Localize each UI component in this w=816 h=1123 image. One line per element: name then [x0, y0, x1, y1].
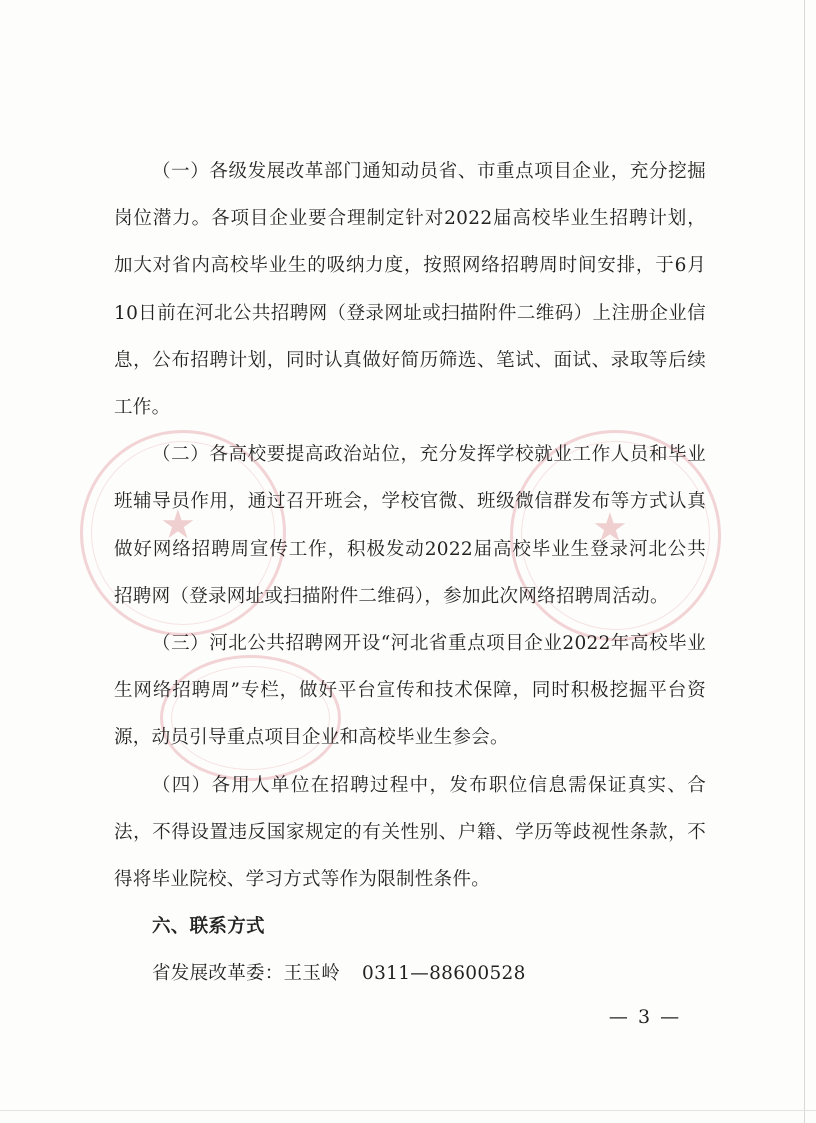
paragraph: （二）各高校要提高政治站位，充分发挥学校就业工作人员和毕业班辅导员作用，通过召开班会，学校官微、班级微信群发布等方式认真做好网络招聘周宣传工作，积极发动2022届高校毕业生登录河北公共招聘网（登录网址或扫描附件二维码），参加此次网络招聘周活动。 [114, 444, 706, 607]
paragraph: （一）各级发展改革部门通知动员省、市重点项目企业，充分挖掘岗位潜力。各项目企业要合理制定针对2022届高校毕业生招聘计划，加大对省内高校毕业生的吸纳力度，按照网络招聘周时间安排，于6月10日前在河北公共招聘网（登录网址或扫描附件二维码）上注册企业信息，公布招聘计划，同时认真做好简历筛选、笔试、面试、录取等后续工作。 [114, 161, 706, 419]
document-body [114, 148, 706, 998]
seal-star-icon: ★ [592, 505, 628, 551]
page-edge [804, 0, 805, 1123]
page-edge [0, 1110, 816, 1111]
section-heading: 六、联系方式 [152, 916, 265, 938]
contact-phone: 0311—88600528 [362, 963, 526, 985]
seal-star-icon: ★ [160, 502, 196, 548]
page-number: — 3 — [608, 1006, 682, 1028]
paragraph: （四）各用人单位在招聘过程中，发布职位信息需保证真实、合法，不得设置违反国家规定的有关性别、户籍、学历等歧视性条款，不得将毕业院校、学习方式等作为限制性条件。 [114, 774, 706, 891]
contact-line [114, 950, 706, 997]
contact-org: 省发展改革委：王玉岭 [152, 963, 341, 985]
paragraph: （三）河北公共招聘网开设“河北省重点项目企业2022年高校毕业生网络招聘周”专栏，做好平台宣传和技术保障，同时积极挖掘平台资源，动员引导重点项目企业和高校毕业生参会。 [114, 633, 706, 749]
